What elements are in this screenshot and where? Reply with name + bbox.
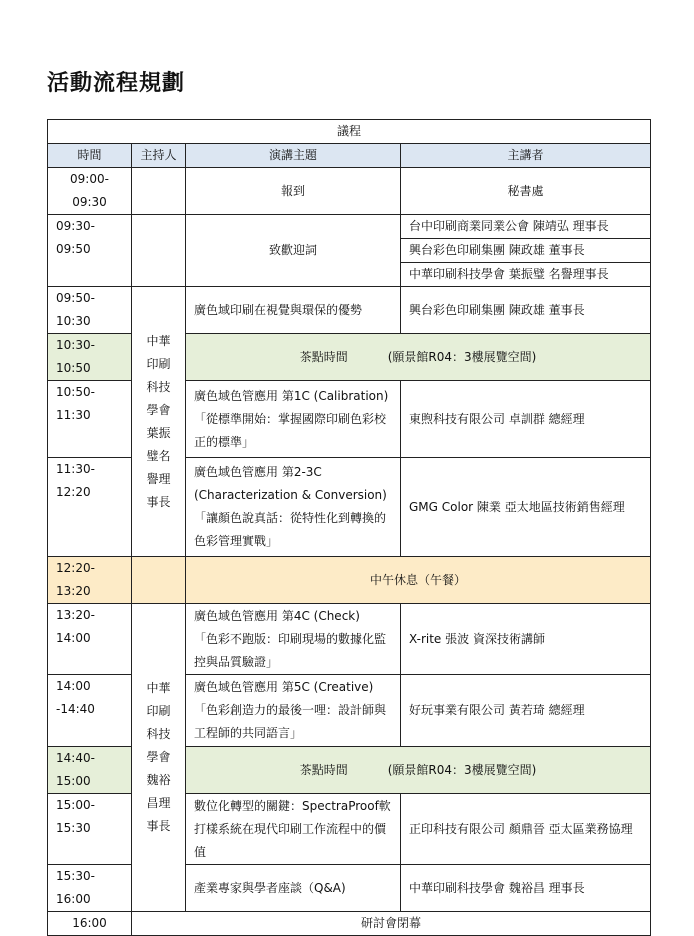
time-cell: 16:00	[48, 912, 132, 936]
header-host: 主持人	[132, 144, 186, 168]
break-cell	[186, 747, 651, 794]
topic-line: 數位化轉型的關鍵：SpectraProof軟	[194, 798, 391, 813]
speaker-cell: 東煦科技有限公司 卓訓群 總經理	[401, 381, 651, 458]
topic-line: 控與品質驗證」	[194, 654, 279, 669]
break-label: 茶點時間	[299, 762, 348, 777]
topic-line: 廣色域色管應用 第4C (Check)	[194, 608, 360, 623]
topic-line: 「從標準開始：掌握國際印刷色彩校	[194, 411, 387, 426]
host-cell-empty	[132, 168, 186, 215]
speaker-cell: 秘書處	[401, 168, 651, 215]
topic-line: 工程師的共同語言」	[194, 726, 303, 740]
topic-line: 「讓顏色說真話：從特性化到轉換的	[194, 511, 387, 525]
header-speaker: 主講者	[401, 144, 651, 168]
host-cell-empty	[132, 557, 186, 604]
table-row	[48, 287, 651, 334]
time-cell: 14:00 -14:40	[48, 675, 132, 747]
header-time: 時間	[48, 144, 132, 168]
page-title: 活動流程規劃	[47, 71, 186, 96]
topic-line: 正的標準」	[194, 434, 255, 449]
topic-cell	[186, 604, 401, 675]
table-row	[48, 604, 651, 675]
table-row	[48, 168, 651, 215]
time-cell: 10:30-10:50	[48, 334, 132, 381]
topic-cell: 致歡迎詞	[186, 215, 401, 287]
topic-cell	[186, 794, 401, 865]
time-cell: 14:40-15:00	[48, 747, 132, 794]
time-cell: 13:20-14:00	[48, 604, 132, 675]
time-cell: 09:00-09:30	[48, 168, 132, 215]
topic-line: (Characterization & Conversion)	[194, 488, 387, 502]
topic-line: 廣色域色管應用 第1C (Calibration)	[194, 388, 389, 403]
host-name: 中華印刷科技學會葉振璧名譽理事長	[146, 333, 171, 509]
speaker-cell: 正印科技有限公司 顏鼎晉 亞太區業務協理	[401, 794, 651, 865]
speaker-cell: 台中印刷商業同業公會 陳靖弘 理事長	[401, 215, 651, 239]
speaker-cell: GMG Color 陳業 亞太地區技術銷售經理	[401, 458, 651, 557]
break-label: 茶點時間	[299, 349, 348, 364]
topic-cell	[186, 458, 401, 557]
host-cell-empty	[132, 215, 186, 287]
topic-line: 值	[194, 844, 207, 859]
host-cell	[132, 287, 186, 557]
topic-line: 色彩管理實戰」	[194, 534, 279, 548]
table-row	[48, 120, 651, 144]
time-cell: 15:30-16:00	[48, 865, 132, 912]
break-cell	[186, 334, 651, 381]
speaker-cell: 興台彩色印刷集團 陳政雄 董事長	[401, 287, 651, 334]
time-cell: 09:50-10:30	[48, 287, 132, 334]
topic-cell: 產業專家與學者座談（Q&A)	[186, 865, 401, 912]
topic-line: 「色彩不跑版：印刷現場的數據化監	[194, 631, 387, 646]
time-cell: 15:00-15:30	[48, 794, 132, 865]
host-name: 中華印刷科技學會魏裕昌理事長	[146, 681, 171, 833]
topic-cell: 廣色域印刷在視覺與環保的優勢	[186, 287, 401, 334]
table-row	[48, 215, 651, 239]
break-location: (願景館R04：3樓展覽空間)	[387, 762, 537, 777]
lunch-cell: 中午休息（午餐）	[186, 557, 651, 604]
closing-cell: 研討會閉幕	[132, 912, 651, 936]
speaker-cell: 中華印刷科技學會 魏裕昌 理事長	[401, 865, 651, 912]
table-row	[48, 912, 651, 936]
host-cell	[132, 604, 186, 912]
speaker-cell: 好玩事業有限公司 黃若琦 總經理	[401, 675, 651, 747]
topic-line: 「色彩創造力的最後一哩：設計師與	[194, 703, 387, 717]
time-cell: 09:30-09:50	[48, 215, 132, 287]
break-location: (願景館R04：3樓展覽空間)	[387, 349, 537, 364]
topic-line: 廣色域色管應用 第5C (Creative)	[194, 680, 374, 694]
header-topic: 演講主題	[186, 144, 401, 168]
speaker-cell: 興台彩色印刷集團 陳政雄 董事長	[401, 239, 651, 263]
speaker-cell: X-rite 張波 資深技術講師	[401, 604, 651, 675]
topic-line: 打樣系統在現代印刷工作流程中的價	[194, 821, 387, 836]
agenda-caption: 議程	[48, 120, 651, 144]
lunch-row	[48, 557, 651, 604]
topic-cell	[186, 381, 401, 458]
speaker-cell: 中華印刷科技學會 葉振璧 名譽理事長	[401, 263, 651, 287]
time-cell: 10:50-11:30	[48, 381, 132, 458]
header-row	[48, 144, 651, 168]
topic-cell	[186, 675, 401, 747]
topic-cell: 報到	[186, 168, 401, 215]
time-cell: 11:30-12:20	[48, 458, 132, 557]
agenda-table	[47, 119, 651, 936]
topic-line: 廣色域色管應用 第2-3C	[194, 465, 322, 479]
time-cell: 12:20-13:20	[48, 557, 132, 604]
